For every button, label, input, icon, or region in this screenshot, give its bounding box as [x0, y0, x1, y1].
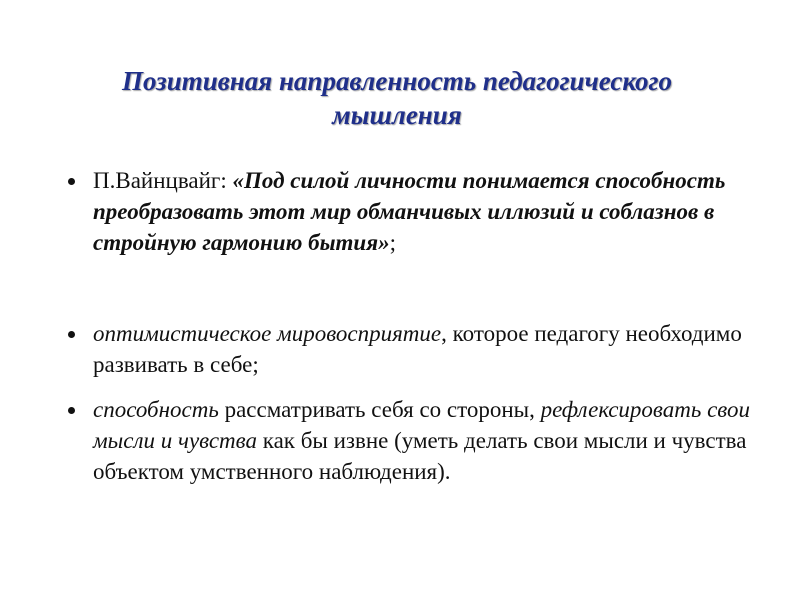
item-text: как бы извне (уметь делать свои мысли и чувства объектом умственного наблюдения). — [93, 428, 747, 484]
list-item — [68, 318, 758, 380]
quote-text: «Под силой личности понимается способность преобразовать этот мир обманчивых иллюзий и соблазнов в стройную гармонию бытия» — [93, 168, 726, 255]
title-line-1: Позитивная направленность педагогического — [122, 66, 672, 96]
list-item — [68, 394, 758, 487]
title-line-2: мышления — [332, 100, 462, 130]
bullet-dot-icon — [68, 407, 75, 414]
italic-term: оптимистическое мировосприятие — [93, 321, 442, 346]
bullet-dot-icon — [68, 331, 75, 338]
list-item — [68, 165, 758, 258]
italic-term: способность — [93, 397, 219, 422]
quote-suffix: ; — [389, 230, 396, 255]
item-text: , которое педагогу необходимо развивать в себе; — [93, 321, 742, 377]
item-text: рассматривать себя со стороны, — [218, 397, 541, 422]
slide-title — [40, 64, 754, 132]
bullet-dot-icon — [68, 178, 75, 185]
quote-author: П.Вайнцвайг: — [93, 168, 233, 193]
bullet-list — [68, 165, 758, 487]
italic-term: рефлексировать свои мысли и чувства — [93, 397, 750, 453]
